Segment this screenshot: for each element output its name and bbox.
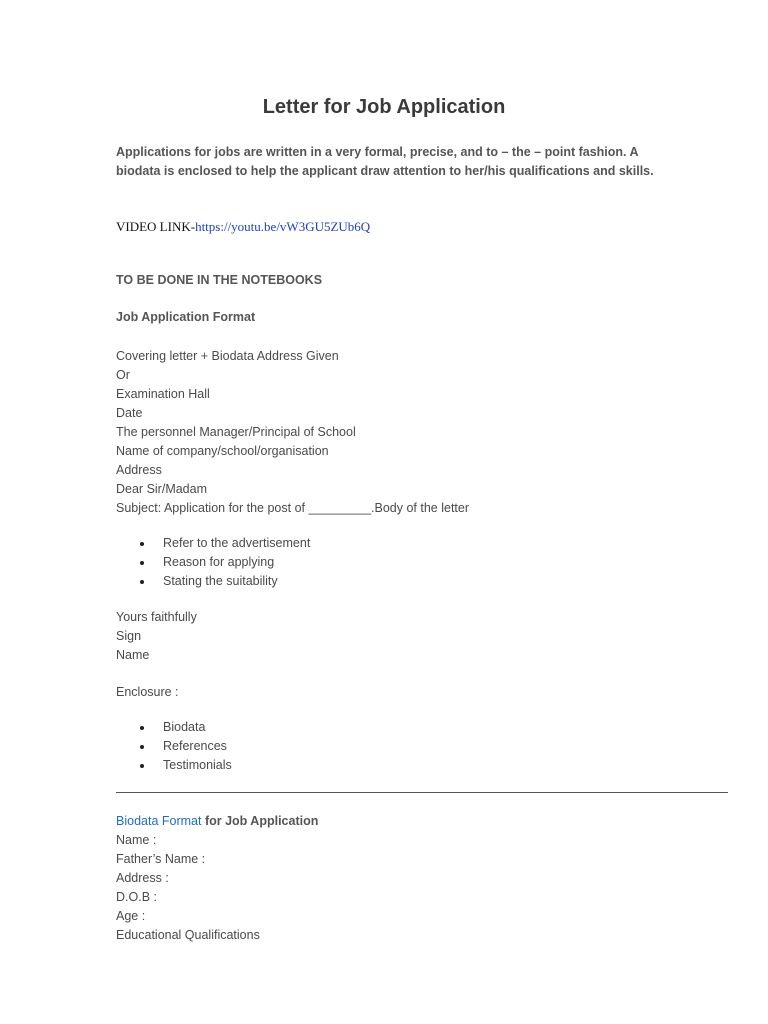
enclosure-bullet-list	[116, 718, 232, 775]
video-link-label: VIDEO LINK-	[116, 219, 196, 234]
format-line: Dear Sir/Madam	[116, 482, 207, 496]
biodata-field: Name :	[116, 833, 157, 847]
bullet-icon	[140, 580, 144, 584]
bullet-icon	[140, 745, 144, 749]
notebooks-heading: TO BE DONE IN THE NOTEBOOKS	[116, 273, 323, 287]
bullet-icon	[140, 726, 144, 730]
format-line: Address	[116, 463, 162, 477]
biodata-field: Age :	[116, 909, 146, 923]
horizontal-divider	[116, 792, 728, 793]
list-item-text: Refer to the advertisement	[163, 536, 311, 550]
biodata-format-link[interactable]: Biodata Format	[116, 814, 202, 828]
format-lines	[116, 347, 469, 518]
list-item	[116, 737, 232, 756]
list-item	[116, 718, 232, 737]
video-link-line	[116, 217, 370, 236]
biodata-field: D.O.B :	[116, 890, 157, 904]
biodata-heading	[116, 812, 318, 831]
list-item	[116, 572, 310, 591]
video-link[interactable]: https://youtu.be/vW3GU5ZUb6Q	[195, 219, 371, 234]
list-item	[116, 756, 232, 775]
bullet-icon	[140, 542, 144, 546]
biodata-heading-text: for Job Application	[201, 814, 319, 828]
bullet-icon	[140, 561, 144, 565]
format-line: Name of company/school/organisation	[116, 444, 329, 458]
format-line: Subject: Application for the post of _________.Body of the letter	[116, 501, 470, 515]
closing-line: Sign	[116, 629, 142, 643]
biodata-field: Father’s Name :	[116, 852, 206, 866]
biodata-field: Educational Qualifications	[116, 928, 260, 942]
closing-line: Yours faithfully	[116, 610, 197, 624]
page-title: Letter for Job Application	[262, 96, 506, 118]
list-item-text: References	[163, 739, 227, 753]
biodata-fields	[116, 831, 260, 945]
format-line: Date	[116, 406, 143, 420]
closing-lines	[116, 608, 197, 665]
biodata-field: Address :	[116, 871, 169, 885]
bullet-icon	[140, 764, 144, 768]
list-item	[116, 553, 310, 572]
format-line: Examination Hall	[116, 387, 210, 401]
list-item-text: Stating the suitability	[163, 574, 278, 588]
closing-line: Name	[116, 648, 150, 662]
list-item-text: Testimonials	[163, 758, 232, 772]
body-bullet-list	[116, 534, 310, 591]
format-line: Covering letter + Biodata Address Given	[116, 349, 339, 363]
format-heading: Job Application Format	[116, 310, 256, 324]
list-item-text: Reason for applying	[163, 555, 275, 569]
list-item	[116, 534, 310, 553]
format-line: Or	[116, 368, 130, 382]
intro-paragraph: Applications for jobs are written in a very formal, precise, and to – the – point fashion. A biodata is enclosed to help the applicant draw attention to her/his qualifications and skills.	[116, 145, 654, 178]
format-line: The personnel Manager/Principal of School	[116, 425, 356, 439]
list-item-text: Biodata	[163, 720, 206, 734]
enclosure-label: Enclosure :	[116, 685, 179, 699]
